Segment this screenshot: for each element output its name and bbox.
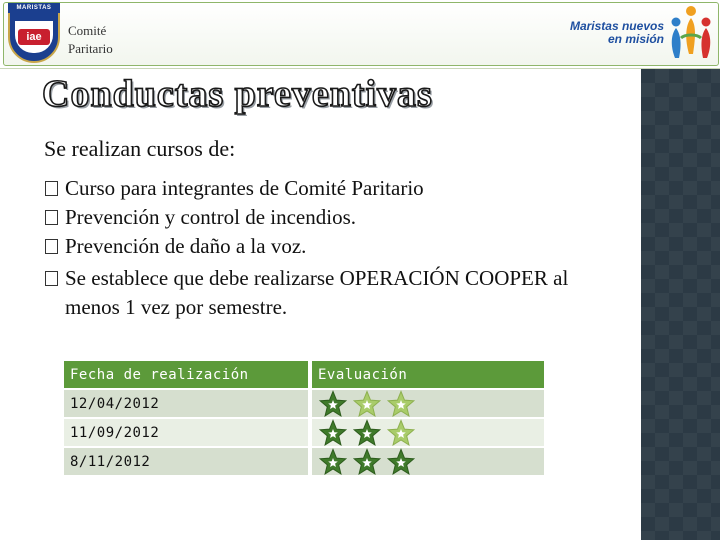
table-row xyxy=(64,418,544,447)
evaluation-table xyxy=(64,361,544,475)
star-filled-icon xyxy=(352,419,382,447)
star-filled-icon xyxy=(318,448,348,476)
bullet-item xyxy=(44,203,604,232)
star-filled-icon xyxy=(352,448,382,476)
committee-name xyxy=(68,22,113,58)
checkbox-bullet-icon xyxy=(45,181,58,196)
date-cell: 12/04/2012 xyxy=(64,389,310,418)
star-rating xyxy=(318,448,538,475)
column-header-date: Fecha de realización xyxy=(64,361,310,389)
table-row xyxy=(64,447,544,475)
star-empty-icon xyxy=(386,419,416,447)
table-header-row xyxy=(64,361,544,389)
brand-line-1: Maristas nuevos xyxy=(569,19,664,33)
star-empty-icon xyxy=(352,390,382,418)
header-bar xyxy=(0,0,720,69)
side-decor-panel xyxy=(641,69,720,540)
school-crest-logo xyxy=(8,3,60,63)
bullet-text: Se establece que debe realizarse OPERACIÓN COOPER al menos 1 vez por semestre. xyxy=(65,266,569,319)
star-filled-icon xyxy=(318,390,348,418)
people-figures-icon xyxy=(667,4,715,62)
crest-label: MARISTAS xyxy=(8,3,60,13)
bullet-text: Prevención de daño a la voz. xyxy=(65,234,307,258)
star-filled-icon xyxy=(386,448,416,476)
crest-emblem: iae xyxy=(18,29,50,45)
checkbox-bullet-icon xyxy=(45,271,58,286)
rating-cell xyxy=(310,447,544,475)
bullet-text: Prevención y control de incendios. xyxy=(65,205,357,229)
rating-cell xyxy=(310,418,544,447)
bullet-list xyxy=(44,174,604,322)
star-rating xyxy=(318,419,538,446)
star-rating xyxy=(318,390,538,417)
date-cell: 8/11/2012 xyxy=(64,447,310,475)
checkbox-bullet-icon xyxy=(45,239,58,254)
committee-line-1: Comité xyxy=(68,23,107,38)
brand-wordmark xyxy=(560,20,664,46)
table-row xyxy=(64,389,544,418)
star-empty-icon xyxy=(386,390,416,418)
bullet-item xyxy=(44,264,604,322)
star-filled-icon xyxy=(318,419,348,447)
committee-line-2: Paritario xyxy=(68,41,113,56)
intro-text: Se realizan cursos de: xyxy=(44,136,236,161)
slide-title: Conductas preventivas xyxy=(42,73,433,115)
brand-line-2: en misión xyxy=(607,32,664,46)
rating-cell xyxy=(310,389,544,418)
column-header-evaluation: Evaluación xyxy=(310,361,544,389)
bullet-item xyxy=(44,232,604,261)
bullet-item xyxy=(44,174,604,203)
checkbox-bullet-icon xyxy=(45,210,58,225)
bullet-text: Curso para integrantes de Comité Paritario xyxy=(65,176,424,200)
date-cell: 11/09/2012 xyxy=(64,418,310,447)
